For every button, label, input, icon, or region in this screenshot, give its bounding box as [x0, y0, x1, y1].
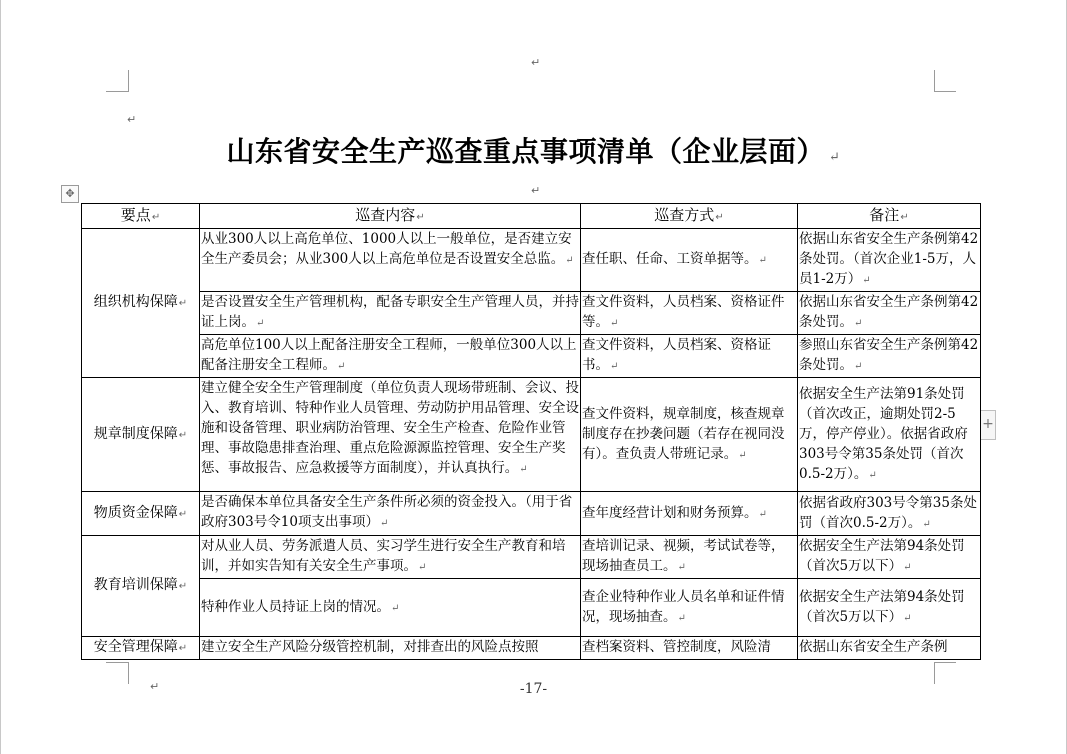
table-row [82, 492, 981, 536]
crop-mark-top-left-h [106, 91, 128, 92]
note-cell: 依据山东省安全生产条例第42条处罚。↵ [798, 292, 981, 335]
header-cell: 巡查内容↵ [200, 204, 581, 229]
table-row [82, 536, 981, 579]
crop-mark-top-left [128, 70, 129, 92]
method-cell: 查档案资料、管控制度，风险清 [581, 637, 798, 660]
header-cell: 巡查方式↵ [581, 204, 798, 229]
paragraph-mark: ↵ [531, 184, 541, 197]
crop-mark-top-right [934, 70, 935, 92]
content-cell: 是否设置安全生产管理机构，配备专职安全生产管理人员，并持证上岗。↵ [200, 292, 581, 335]
document-title [0, 130, 1067, 170]
note-cell: 依据安全生产法第91条处罚（首次改正，逾期处罚2-5万，停产停业）。依据省政府303号令第35条处罚（首次0.5-2万）。↵ [798, 378, 981, 492]
content-cell: 从业300人以上高危单位、1000人以上一般单位，是否建立安全生产委员会；从业300人以上高危单位是否设置安全总监。↵ [200, 229, 581, 292]
method-cell: 查任职、任命、工资单据等。↵ [581, 229, 798, 292]
note-cell: 依据安全生产法第94条处罚（首次5万以下）↵ [798, 536, 981, 579]
method-cell: 查年度经营计划和财务预算。↵ [581, 492, 798, 536]
note-cell: 参照山东省安全生产条例第42条处罚。↵ [798, 335, 981, 378]
title-text: 山东省安全生产巡查重点事项清单（企业层面） [226, 135, 826, 168]
table-row [82, 579, 981, 637]
header-cell: 要点↵ [82, 204, 200, 229]
table-row [82, 335, 981, 378]
method-cell: 查培训记录、视频，考试试卷等，现场抽查员工。↵ [581, 536, 798, 579]
crop-mark-bottom-left-h [106, 662, 128, 663]
page-number: -17- [519, 681, 548, 697]
method-cell: 查文件资料，人员档案、资格证件等。↵ [581, 292, 798, 335]
crop-mark-bottom-right-h [934, 662, 956, 663]
crop-mark-top-right-h [934, 91, 956, 92]
header-cell: 备注↵ [798, 204, 981, 229]
content-cell: 是否确保本单位具备安全生产条件所必须的资金投入。（用于省政府303号令10项支出事项）↵ [200, 492, 581, 536]
table-row [82, 378, 981, 492]
content-cell: 高危单位100人以上配备注册安全工程师，一般单位300人以上配备注册安全工程师。↵ [200, 335, 581, 378]
paragraph-mark: ↵ [127, 113, 137, 126]
category-cell: 安全管理保障↵ [82, 637, 200, 660]
paragraph-mark: ↵ [829, 150, 841, 165]
table-row [82, 229, 981, 292]
add-column-handle-icon[interactable]: + [980, 410, 996, 440]
paragraph-mark: ↵ [531, 56, 541, 69]
method-cell: 查文件资料，规章制度，核查规章制度存在抄袭问题（若存在视同没有）。查负责人带班记录。↵ [581, 378, 798, 492]
note-cell: 依据山东省安全生产条例第42条处罚。（首次企业1-5万，人员1-2万）↵ [798, 229, 981, 292]
category-cell: 教育培训保障↵ [82, 536, 200, 637]
table-header-row [82, 204, 981, 229]
table-move-handle-icon[interactable]: ✥ [61, 185, 79, 203]
category-cell: 规章制度保障↵ [82, 378, 200, 492]
category-cell: 组织机构保障↵ [82, 229, 200, 378]
method-cell: 查文件资料，人员档案、资格证书。↵ [581, 335, 798, 378]
note-cell: 依据安全生产法第94条处罚（首次5万以下）↵ [798, 579, 981, 637]
page-left-edge [0, 0, 1, 754]
note-cell: 依据省政府303号令第35条处罚（首次0.5-2万）。↵ [798, 492, 981, 536]
content-cell: 建立健全安全生产管理制度（单位负责人现场带班制、会议、投入、教育培训、特种作业人员管理、劳动防护用品管理、安全设施和设备管理、职业病防治管理、安全生产检查、危险作业管理、事故隐患排查治理、重点危险源源监控管理、安全生产奖惩、事故报告、应急救援等方面制度），并认真执行。↵ [200, 378, 581, 492]
content-cell: 特种作业人员持证上岗的情况。↵ [200, 579, 581, 637]
content-cell: 建立安全生产风险分级管控机制，对排查出的风险点按照 [200, 637, 581, 660]
paragraph-mark: ↵ [150, 680, 160, 693]
category-cell: 物质资金保障↵ [82, 492, 200, 536]
note-cell: 依据山东省安全生产条例 [798, 637, 981, 660]
table-row [82, 637, 981, 660]
method-cell: 查企业特种作业人员名单和证件情况，现场抽查。↵ [581, 579, 798, 637]
table-row [82, 292, 981, 335]
inspection-table [81, 203, 981, 660]
content-cell: 对从业人员、劳务派遣人员、实习学生进行安全生产教育和培训，并如实告知有关安全生产事项。↵ [200, 536, 581, 579]
